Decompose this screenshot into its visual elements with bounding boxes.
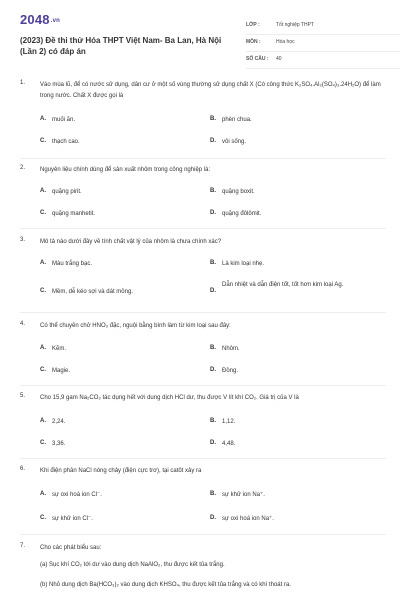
question-5: 5. Cho 15,9 gam Na₂CO₃ tác dụng hết với dung dịch HCl dư, thu được V lít khí CO₂. Giá trị của V là A. 2,24. B. 1,12. C. 3,36. D. 4,48.	[20, 393, 386, 461]
site-logo[interactable]	[20, 12, 60, 27]
question-number: 1.	[20, 80, 26, 86]
meta-row-class	[246, 21, 400, 35]
question-4: 4. Có thể chuyên chở HNO₃ đặc, nguội bằng bình làm từ kim loại sau đây: A. Kẽm. B. Nhôm. C. Magie. D. Đồng.	[20, 321, 386, 389]
question-text: Mô tả nào dưới đây về tính chất vật lý của nhôm là chưa chính xác?	[40, 239, 222, 245]
question-text: Có thể chuyên chở HNO₃ đặc, nguội bằng bình làm từ kim loại sau đây:	[40, 323, 231, 329]
question-text: Vào mùa lũ, để có nước sử dụng, dân cư ở một số vùng thường sử dụng chất X (Có công thức K₂SO₄.Al₂(SO₄)₃.24H₂O) để làm trong nước. Chất X được gọi là	[40, 82, 381, 99]
meta-key: MÔN :	[246, 39, 261, 45]
meta-value: Hóa học	[276, 39, 295, 45]
meta-key: SỐ CÂU :	[246, 56, 269, 62]
meta-value: Tốt nghiệp THPT	[276, 22, 314, 28]
question-1: 1. Vào mùa lũ, để có nước sử dụng, dân cư ở một số vùng thường sử dụng chất X (Có công thức K₂SO₄.Al₂(SO₄)₃.24H₂O) để làm trong nước. Chất X được gọi là A. muối ăn. B. phèn chua. C. thạch cao. D. vôi sống.	[20, 80, 386, 160]
question-number: 2.	[20, 165, 26, 171]
question-3: 3. Mô tả nào dưới đây về tính chất vật lý của nhôm là chưa chính xác? A. Màu trắng bạc. B. Là kim loại nhẹ. C. Mềm, dễ kéo sợi và dát mỏng. D. Dẫn nhiệt và dẫn điện tốt, tốt hơn kim loại Ag.	[20, 237, 386, 317]
divider	[20, 158, 386, 159]
divider	[20, 534, 386, 535]
meta-key: LỚP :	[246, 22, 260, 28]
question-text: Nguyên liệu chính dùng để sản xuất nhôm trong công nghiệp là:	[40, 167, 211, 173]
page-header	[20, 12, 386, 60]
question-text: Cho 15,9 gam Na₂CO₃ tác dụng hết với dung dịch HCl dư, thu được V lít khí CO₂. Giá trị của V là	[40, 395, 299, 401]
question-number: 7.	[20, 543, 26, 549]
question-number: 5.	[20, 393, 26, 399]
logo-suffix: .vn	[50, 17, 61, 24]
divider	[20, 228, 386, 229]
divider	[20, 385, 386, 386]
question-2: 2. Nguyên liệu chính dùng để sản xuất nhôm trong công nghiệp là: A. quặng pirit. B. quặng boxit. C. quặng manhetit. D. quặng đôlômit.	[20, 165, 386, 230]
meta-value: 40	[276, 56, 282, 62]
question-number: 4.	[20, 321, 26, 327]
logo-text: 2048	[20, 12, 50, 27]
question-text: Khi điện phân NaCl nóng chảy (điện cực trơ), tại catôt xảy ra	[40, 468, 202, 474]
meta-row-count	[246, 55, 400, 69]
statement-a: (a) Sục khí CO₂ tới dư vào dung dịch NaAlO₂, thu được kết tủa trắng.	[40, 562, 225, 568]
statement-b: (b) Nhỏ dung dịch Ba(HCO₃)₂ vào dung dịch KHSO₄, thu được kết tủa trắng và có khí thoát ra.	[40, 582, 291, 588]
question-7	[20, 543, 386, 598]
question-number: 3.	[20, 237, 26, 243]
divider	[20, 312, 386, 313]
exam-title: (2023) Đề thi thử Hóa THPT Việt Nam- Ba Lan, Hà Nội (Lần 2) có đáp án	[20, 36, 222, 56]
exam-meta	[246, 21, 400, 72]
question-text: Cho các phát biểu sau:	[40, 545, 102, 551]
question-number: 6.	[20, 466, 26, 472]
question-6: 6. Khi điện phân NaCl nóng chảy (điện cực trơ), tại catôt xảy ra A. sự oxi hoá ion Cl⁻. B. sự khử ion Na⁺. C. sự khử ion Cl⁻. D. sự oxi hoá ion Na⁺.	[20, 466, 386, 536]
divider	[20, 458, 386, 459]
meta-row-subject	[246, 38, 400, 52]
